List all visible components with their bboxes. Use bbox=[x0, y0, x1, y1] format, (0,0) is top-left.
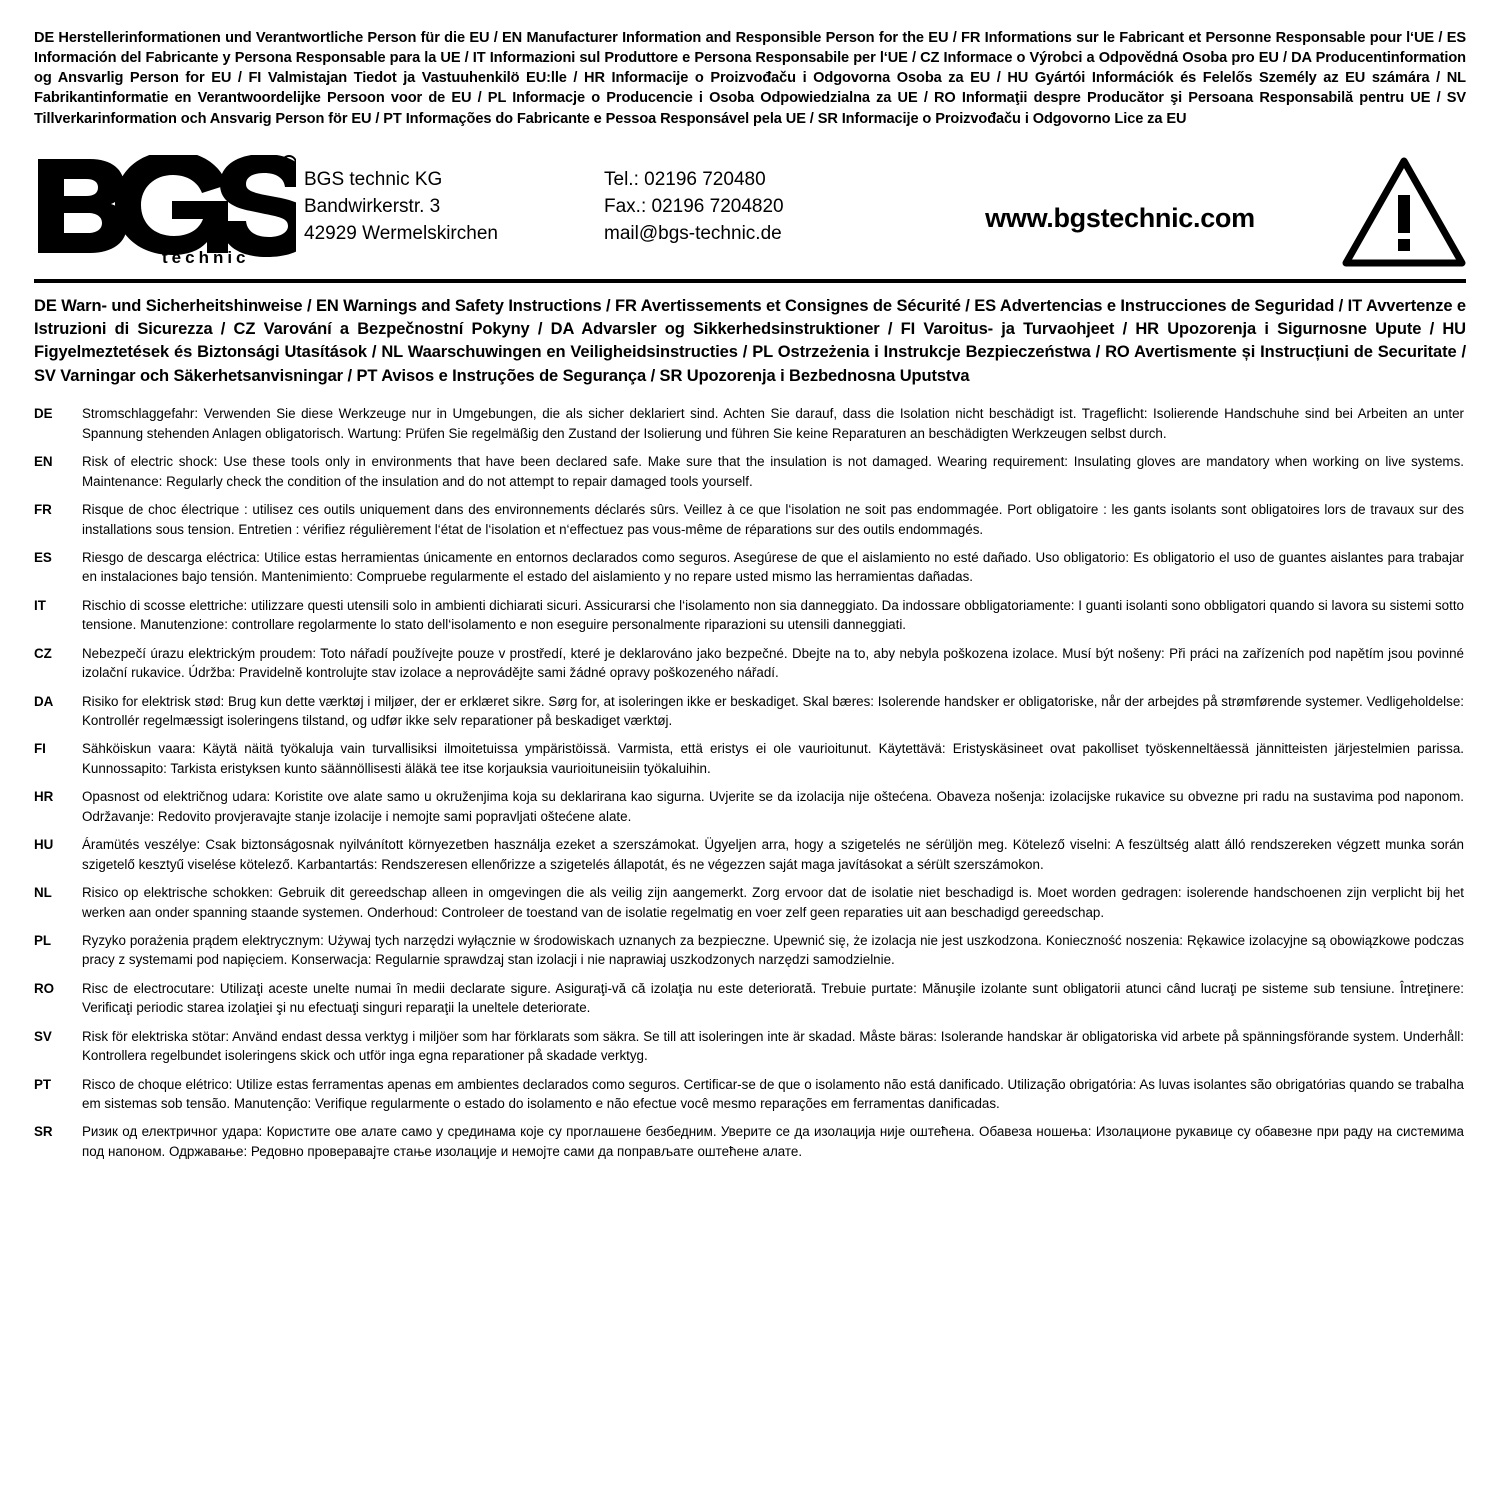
language-text: Ризик од електричног удара: Користите ове алате само у срединама које су проглашене безбедним. Уверите се да изолација није оштећена. Обавеза ношења: Изолационе рукавице су обавезне при раду на системима под напоном. Одржавање: Редовно проверавајте стање изолације и немојте сами да поправљате оштећене алате. bbox=[82, 1124, 1464, 1159]
warning-triangle-icon bbox=[1336, 151, 1466, 269]
list-item bbox=[34, 1075, 1466, 1114]
list-item bbox=[34, 692, 1466, 731]
language-code: NL bbox=[34, 885, 52, 901]
language-code: HU bbox=[34, 837, 54, 853]
bgs-logo bbox=[34, 151, 304, 267]
language-code: ES bbox=[34, 549, 52, 565]
language-text: Risiko for elektrisk stød: Brug kun dette værktøj i miljøer, der er erklæret sikre. Sørg for, at isoleringen ikke er beskadiget. Skal bæres: Isolerende handsker er obligatoriske, når der arbejdes på strømførende systemer. Vedligeholdelse: Kontrollér regelmæssigt isoleringens tilstand, og udfør ikke selv reparationer på beskadiget værktøj. bbox=[82, 693, 1464, 728]
language-text: Opasnost od električnog udara: Koristite ove alate samo u okruženjima koja su deklarirana kao sigurna. Uvjerite se da izolacija nije oštećena. Obaveza nošenja: izolacijske rukavice su obvezne pri radu na sustavima pod naponom. Održavanje: Redovito provjeravajte stanje izolacije i nemojte sami popravljati oštećene alate. bbox=[82, 789, 1464, 824]
language-code: FR bbox=[34, 502, 52, 518]
list-item bbox=[34, 739, 1466, 778]
list-item bbox=[34, 404, 1466, 443]
language-code: DA bbox=[34, 693, 54, 709]
instructions-list bbox=[34, 404, 1466, 1161]
company-contact bbox=[604, 151, 904, 248]
list-item bbox=[34, 644, 1466, 683]
language-code: PT bbox=[34, 1076, 52, 1092]
language-text: Riesgo de descarga eléctrica: Utilice estas herramientas únicamente en entornos declarados como seguros. Asegúrese de que el aislamiento no esté dañado. Uso obligatorio: Es obligatorio el uso de guantes aislantes para trabajar en instalaciones bajo tensión. Mantenimiento: Compruebe regularmente el estado del aislamiento y no repare usted mismo las herramientas dañadas. bbox=[82, 549, 1464, 585]
company-info-block bbox=[34, 143, 1466, 283]
list-item bbox=[34, 883, 1466, 922]
language-text: Ryzyko porażenia prądem elektrycznym: Używaj tych narzędzi wyłącznie w środowiskach uznanych za bezpieczne. Upewnić się, że izolacja nie jest uszkodzona. Konieczność noszenia: Rękawice izolacyjne są obowiązkowe podczas pracy z systemami pod napięciem. Konserwacja: Regularnie sprawdzaj stan izolacji i nie naprawiaj uszkodzonych narzędzi samodzielnie. bbox=[82, 932, 1464, 968]
language-text: Stromschlaggefahr: Verwenden Sie diese Werkzeuge nur in Umgebungen, die als sicher deklariert sind. Achten Sie darauf, dass die Isolation nicht beschädigt ist. Trageflicht: Isolierende Handschuhe sind bei Arbeiten an unter Spannung stehenden Anlagen obligatorisch. Wartung: Prüfen Sie regelmäßig den Zustand der Isolierung und führen Sie keine Reparaturen an beschädigten Werkzeugen selbst durch. bbox=[82, 406, 1464, 441]
company-address bbox=[304, 151, 604, 248]
language-text: Risco de choque elétrico: Utilize estas ferramentas apenas em ambientes declarados como seguros. Certificar-se de que o isolamento não está danificado. Utilização obrigatória: As luvas isolantes são obrigatórias quando se trabalha em sistemas sob tensão. Manutenção: Verifique regularmente o estado do isolamento e não efectue você mesmo reparações em ferramentas danificadas. bbox=[82, 1076, 1464, 1111]
language-code: FI bbox=[34, 741, 46, 757]
company-tel: Tel.: 02196 720480 bbox=[604, 168, 766, 190]
language-code: EN bbox=[34, 454, 53, 470]
language-text: Rischio di scosse elettriche: utilizzare questi utensili solo in ambienti dichiarati sicuri. Assicurarsi che l‘isolamento non sia danneggiato. Da indossare obbligatoriamente: I guanti isolanti sono obbligatori quando si lavora su sistemi sotto tensione. Manutenzione: controllare regolarmente lo stato dell‘isolamento e non eseguire personalmente riparazioni su utensili danneggiati. bbox=[82, 597, 1464, 633]
list-item bbox=[34, 452, 1466, 491]
language-text: Risc de electrocutare: Utilizaţi aceste unelte numai în medii declarate sigure. Asiguraţi-vă că izolaţia nu este deteriorată. Trebuie purtate: Mănuşile izolante sunt obligatorii atunci când lucraţi pe sisteme sub tensiune. Întreţinere: Verificaţi periodic starea izolaţiei şi nu efectuaţi singuri reparaţii la uneltele deteriorate. bbox=[82, 980, 1464, 1016]
list-item bbox=[34, 500, 1466, 539]
language-code: DE bbox=[34, 406, 53, 422]
manufacturer-info-heading: DE Herstellerinformationen und Verantwortliche Person für die EU / EN Manufacturer Information and Responsible Person for the EU / FR Informations sur le Fabricant et Personne Responsable pour l‘UE / ES Información del Fabricante y Persona Responsable para la UE / IT Informazioni sul Produttore e Persona Responsabile per l‘UE / CZ Informace o Výrobci a Odpovědná Osoba pro EU / DA Producentinformation og Ansvarlig Person for EU / FI Valmistajan Tiedot ja Vastuuhenkilö EU:lle / HR Informacije o Proizvođaču i Odgovorna Osoba za EU / HU Gyártói Információk és Felelős Személy az EU számára / NL Fabrikantinformatie en Verantwoordelijke Persoon voor de EU / PL Informacje o Producencie i Osoba Odpowiedzialna za UE / RO Informaţii despre Producător şi Persoana Responsabilă pentru UE / SV Tillverkarinformation och Ansvarig Person för EU / PT Informações do Fabricante e Pessoa Responsável pela UE / SR Informacije o Proizvođaču i Odgovorno Lice za EU bbox=[34, 30, 1466, 127]
list-item bbox=[34, 787, 1466, 826]
svg-text:technic: technic bbox=[162, 247, 250, 267]
language-code: SV bbox=[34, 1028, 52, 1044]
list-item bbox=[34, 1122, 1466, 1161]
language-code: RO bbox=[34, 980, 55, 996]
list-item bbox=[34, 596, 1466, 635]
language-text: Risico op elektrische schokken: Gebruik dit gereedschap alleen in omgevingen die als veilig zijn aangemerkt. Zorg ervoor dat de isolatie niet beschadigd is. Moet worden gedragen: isolerende handschoenen zijn verplicht bij het werken aan onder spanning staande systemen. Onderhoud: Controleer de toestand van de isolatie regelmatig en voer zelf geen reparaties uit aan beschadigd gereedschap. bbox=[82, 885, 1464, 920]
language-text: Nebezpečí úrazu elektrickým proudem: Toto nářadí používejte pouze v prostředí, které je deklarováno jako bezpečné. Dbejte na to, aby nebyla poškozena izolace. Musí být nošeny: Při práci na zařízeních pod napětím jsou povinné izolační rukavice. Údržba: Pravidelně kontrolujte stav izolace a neprovádějte sami žádné opravy poškozeného nářadí. bbox=[82, 645, 1464, 681]
company-street: Bandwirkerstr. 3 bbox=[304, 195, 441, 217]
language-code: SR bbox=[34, 1124, 53, 1140]
company-website[interactable]: www.bgstechnic.com bbox=[985, 202, 1255, 233]
language-text: Áramütés veszélye: Csak biztonságosnak nyilvánított környezetben használja ezeket a szerszámokat. Ügyeljen arra, hogy a szigetelés ne sérüljön meg. Kötelező viselni: A feszültség alatt álló rendszereken végzett munka során szigetelő kesztyű viselése kötelező. Karbantartás: Rendszeresen ellenőrizze a szigetelés állapotát, és ne végezzen saját maga javításokat a sérült szerszámokon. bbox=[82, 837, 1464, 872]
language-text: Risk of electric shock: Use these tools only in environments that have been declared safe. Make sure that the insulation is not damaged. Wearing requirement: Insulating gloves are mandatory when working on live systems. Maintenance: Regularly check the condition of the insulation and do not attempt to repair damaged tools yourself. bbox=[82, 454, 1464, 489]
list-item bbox=[34, 548, 1466, 587]
language-code: CZ bbox=[34, 645, 52, 661]
language-text: Risk för elektriska stötar: Använd endast dessa verktyg i miljöer som har förklarats som säkra. Se till att isoleringen inte är skadad. Måste bäras: Isolerande handskar är obligatoriska vid arbete på spänningsförande system. Underhåll: Kontrollera regelbundet isoleringens skick och utför inga egna reparationer på skadade verktyg. bbox=[82, 1028, 1464, 1064]
language-code: PL bbox=[34, 932, 52, 948]
company-name: BGS technic KG bbox=[304, 168, 443, 190]
company-email[interactable]: mail@bgs-technic.de bbox=[604, 222, 782, 244]
company-city: 42929 Wermelskirchen bbox=[304, 222, 498, 244]
language-code: HR bbox=[34, 789, 54, 805]
language-code: IT bbox=[34, 597, 46, 613]
list-item bbox=[34, 931, 1466, 970]
list-item bbox=[34, 979, 1466, 1018]
svg-text:R: R bbox=[285, 159, 293, 171]
language-text: Risque de choc électrique : utilisez ces outils uniquement dans des environnements déclarés sûrs. Veillez à ce que l‘isolation ne soit pas endommagée. Port obligatoire : les gants isolants sont obligatoires lors de travaux sur des installations sous tension. Entretien : vérifiez régulièrement l‘état de l‘isolation et n‘effectuez pas vous-même de réparations sur des outils endommagés. bbox=[82, 502, 1464, 537]
list-item bbox=[34, 835, 1466, 874]
language-text: Sähköiskun vaara: Käytä näitä työkaluja vain turvallisiksi ilmoitetuissa ympäristöissä. Varmista, että eristys ei ole vaurioitunut. Käytettävä: Eristyskäsineet ovat pakolliset työskenneltäessä jännitteisten järjestelmien parissa. Kunnossapito: Tarkista eristyksen kunto säännöllisesti äläkä tee itse korjauksia vaurioituneisiin työkaluihin. bbox=[82, 741, 1464, 776]
safety-section-heading: DE Warn- und Sicherheitshinweise / EN Warnings and Safety Instructions / FR Avertissements et Consignes de Sécurité / ES Advertencias e Instrucciones de Seguridad / IT Avvertenze e Istruzioni di Sicurezza / CZ Varování a Bezpečnostní Pokyny / DA Advarsler og Sikkerhedsinstruktioner / FI Varoitus- ja Turvaohjeet / HR Upozorenja i Sigurnosne Upute / HU Figyelmeztetések és Biztonsági Utasítások / NL Waarschuwingen en Veiligheidsinstructies / PL Ostrzeżenia i Instrukcje Bezpieczeństwa / RO Avertismente și Instrucțiuni de Securitate / SV Varningar och Säkerhetsanvisningar / PT Avisos e Instruções de Segurança / SR Upozorenja i Bezbednosna Uputstva bbox=[34, 296, 1466, 385]
list-item bbox=[34, 1027, 1466, 1066]
company-fax: Fax.: 02196 7204820 bbox=[604, 195, 784, 217]
